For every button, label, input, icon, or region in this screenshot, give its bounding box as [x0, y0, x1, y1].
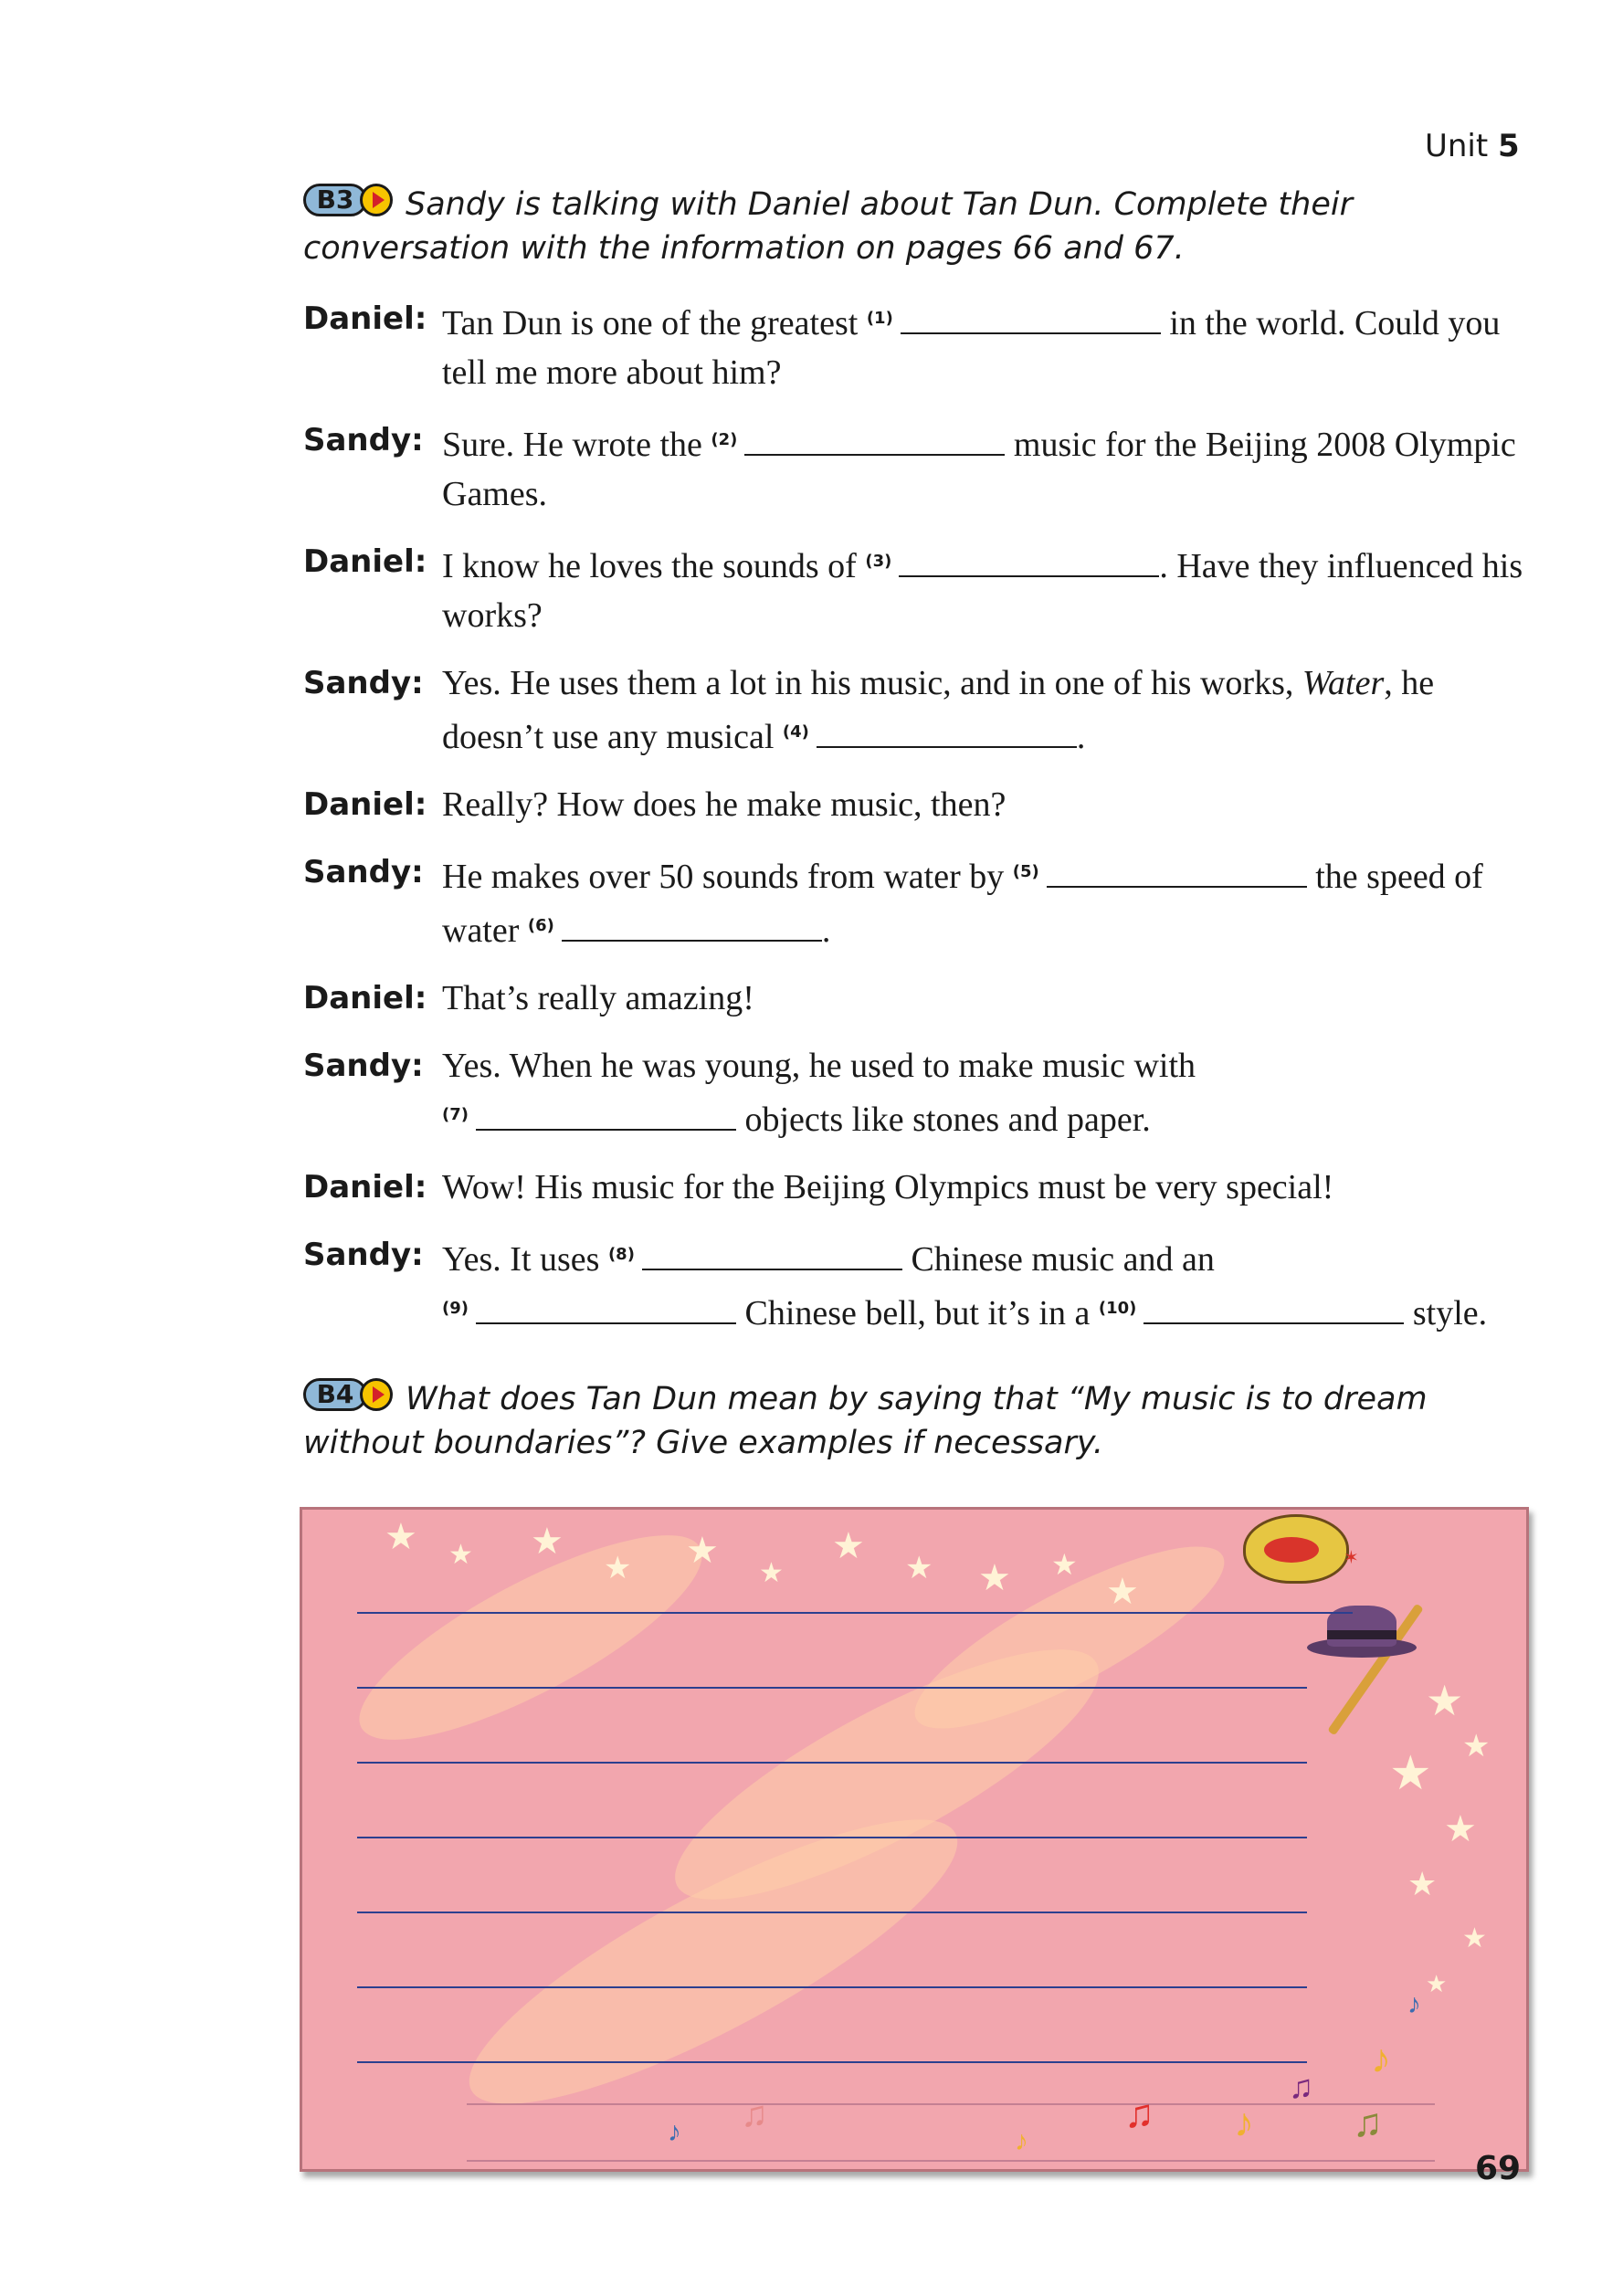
speaker-name: Sandy:: [303, 665, 424, 701]
star-icon: ★: [385, 1516, 417, 1557]
b3-badge: [303, 184, 395, 218]
star-icon: ★: [1051, 1548, 1078, 1581]
speech-fragment: Wow! His music for the Beijing Olympics must be very special!: [442, 1168, 1334, 1206]
answer-blank[interactable]: [899, 548, 1159, 577]
answer-blank[interactable]: [817, 719, 1077, 748]
music-note-icon: ♪: [1234, 2101, 1254, 2145]
music-note-icon: ♫: [1353, 2101, 1383, 2145]
star-icon: ★: [905, 1552, 933, 1585]
speech-text: [442, 848, 1527, 955]
speech-fragment: style.: [1404, 1294, 1488, 1332]
b4-instruction: What does Tan Dun mean by saying that “My music is to dream without boundaries”? Give examples if necessary.: [303, 1381, 1428, 1461]
music-note-icon: ♪: [668, 2117, 681, 2147]
speaker-name: Sandy:: [303, 854, 424, 890]
speech-fragment: Yes. He uses them a lot in his music, and in one of his works,: [442, 664, 1302, 702]
speech-fragment: . Have they influenced his works?: [442, 547, 1523, 635]
speech-text: [442, 1163, 1527, 1212]
speech-fragment: Sure. He wrote the: [442, 426, 711, 464]
b4-instruction-block: [303, 1377, 1527, 1465]
answer-blank[interactable]: [476, 1295, 736, 1324]
unit-number: 5: [1498, 128, 1520, 164]
blank-number: (3): [865, 552, 892, 571]
theatre-mask-icon: [1243, 1514, 1349, 1584]
blank-number: (2): [711, 430, 738, 449]
star-icon: ★: [1462, 1923, 1487, 1954]
star-icon: ★: [1407, 1866, 1438, 1902]
writing-line[interactable]: [357, 1687, 1307, 1689]
dialogue-turn: [303, 974, 1527, 1023]
answer-blank[interactable]: [1143, 1295, 1404, 1324]
dialogue-turn: [303, 780, 1527, 829]
writing-line[interactable]: [357, 1986, 1307, 1988]
play-arrow-icon: [360, 1378, 393, 1411]
speaker-name: Daniel:: [303, 543, 427, 580]
star-icon: ★: [1426, 1971, 1448, 1997]
speech-text: [442, 537, 1527, 640]
speaker-name: Sandy:: [303, 1237, 424, 1273]
speech-text: [442, 780, 1527, 829]
star-icon: ★: [1444, 1808, 1477, 1849]
speech-text: [442, 658, 1527, 762]
speech-fragment: That’s really amazing!: [442, 979, 754, 1017]
dialogue-turn: [303, 848, 1527, 955]
music-note-icon: ♪: [1015, 2126, 1028, 2156]
blank-number: (1): [866, 309, 893, 328]
star-icon: ★: [1389, 1748, 1432, 1800]
answer-blank[interactable]: [1047, 858, 1307, 888]
writing-line[interactable]: [357, 1762, 1307, 1764]
speech-fragment: , he doesn’t use any musical: [442, 664, 1435, 756]
speaker-name: Daniel:: [303, 300, 427, 337]
dialogue-turn: [303, 537, 1527, 640]
speech-text: [442, 416, 1527, 519]
writing-line[interactable]: [357, 1612, 1353, 1614]
speech-fragment: .: [1076, 718, 1086, 756]
music-note-icon: ♪: [1371, 2037, 1391, 2081]
writing-line[interactable]: [357, 1837, 1307, 1838]
music-note-icon: ♫: [741, 2093, 768, 2134]
speaker-name: Sandy:: [303, 422, 424, 458]
speech-fragment: .: [821, 911, 831, 950]
music-note-icon: ♪: [1407, 1989, 1421, 2019]
work-title: Water: [1302, 664, 1385, 702]
star-icon: ★: [448, 1540, 473, 1570]
b4-badge: [303, 1378, 395, 1413]
blank-number: (10): [1098, 1299, 1137, 1318]
writing-line[interactable]: [357, 2061, 1307, 2063]
speech-text: [442, 1041, 1527, 1144]
speech-fragment: Chinese bell, but it’s in a: [735, 1294, 1099, 1332]
speaker-name: Daniel:: [303, 1169, 427, 1206]
star-icon: ★: [832, 1525, 865, 1566]
star-icon: ★: [1426, 1678, 1464, 1724]
star-icon: ★: [1462, 1730, 1491, 1764]
speech-fragment: Yes. When he was young, he used to make music with: [442, 1047, 1196, 1085]
speech-text: [442, 294, 1527, 397]
star-icon: ★: [686, 1530, 719, 1571]
b3-instruction-block: [303, 183, 1527, 270]
unit-label: [1425, 128, 1520, 164]
speech-fragment: Really? How does he make music, then?: [442, 785, 1006, 824]
blank-number: (8): [607, 1245, 635, 1264]
speaker-name: Daniel:: [303, 980, 427, 1016]
blank-number: (9): [442, 1299, 469, 1318]
speaker-name: Daniel:: [303, 786, 427, 823]
speech-fragment: objects like stones and paper.: [735, 1101, 1151, 1139]
dialogue-turn: [303, 1041, 1527, 1144]
dialogue-turn: [303, 294, 1527, 397]
music-staff-icon: [467, 2103, 1435, 2162]
speech-text: [442, 1230, 1527, 1338]
dialogue-turn: [303, 1230, 1527, 1338]
b3-instruction: Sandy is talking with Daniel about Tan Dun. Complete their conversation with the information on pages 66 and 67.: [303, 186, 1353, 267]
answer-blank[interactable]: [476, 1101, 736, 1131]
dialogue-turn: [303, 416, 1527, 519]
blank-number: (4): [782, 722, 809, 742]
sparkle-icon: ✶: [1344, 1548, 1359, 1568]
answer-blank[interactable]: [901, 305, 1161, 334]
blank-number: (6): [527, 916, 554, 935]
writing-line[interactable]: [357, 1912, 1307, 1913]
dialogue: [303, 294, 1527, 1356]
answer-blank[interactable]: [744, 427, 1005, 456]
music-note-icon: ♫: [1289, 2069, 1313, 2105]
speech-fragment: in the world. Could you tell me more about him?: [442, 304, 1501, 392]
dialogue-turn: [303, 658, 1527, 762]
speech-fragment: the speed of water: [442, 858, 1483, 950]
speech-fragment: Chinese music and an: [901, 1240, 1215, 1279]
page-number: 69: [1475, 2150, 1522, 2187]
star-icon: ★: [978, 1557, 1011, 1598]
star-icon: ★: [604, 1552, 632, 1585]
answer-blank[interactable]: [562, 912, 822, 942]
b4-badge-label: B4: [303, 1378, 367, 1411]
star-icon: ★: [531, 1521, 564, 1562]
speech-text: [442, 974, 1527, 1023]
blank-number: (5): [1012, 862, 1039, 881]
speech-fragment: I know he loves the sounds of: [442, 547, 866, 585]
star-icon: ★: [1106, 1571, 1139, 1612]
b3-badge-label: B3: [303, 184, 367, 216]
writing-box[interactable]: [300, 1507, 1529, 2172]
play-arrow-icon: [360, 184, 393, 216]
speaker-name: Sandy:: [303, 1048, 424, 1084]
speech-fragment: He makes over 50 sounds from water by: [442, 858, 1013, 896]
star-icon: ★: [759, 1558, 784, 1588]
blank-number: (7): [442, 1105, 469, 1124]
dialogue-turn: [303, 1163, 1527, 1212]
unit-word: Unit: [1425, 128, 1489, 164]
answer-blank[interactable]: [642, 1241, 902, 1270]
speech-fragment: Tan Dun is one of the greatest: [442, 304, 867, 342]
music-note-icon: ♫: [1124, 2091, 1154, 2136]
speech-fragment: Yes. It uses: [442, 1240, 608, 1279]
top-hat-icon: [1307, 1601, 1417, 1665]
speech-fragment: music for the Beijing 2008 Olympic Games.: [442, 426, 1516, 513]
